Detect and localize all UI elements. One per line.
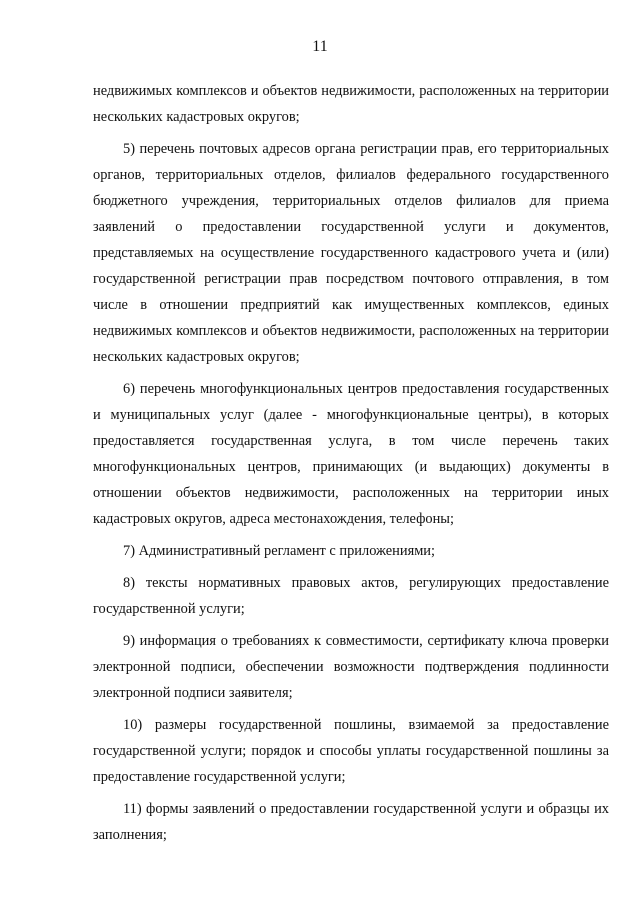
page-number: 11 (312, 38, 328, 55)
paragraph-item-5: 5) перечень почтовых адресов органа регистрации прав, его территориальных органов, территориальных отделов, филиалов федерального государственного бюджетного учреждения, территориальных отделов филиалов для приема заявлений о предоставлении государственной услуги и документов, представляемых на осуществление государственного кадастрового учета и (или) государственной регистрации прав посредством почтового отправления, в том числе в отношении предприятий как имущественных комплексов, единых недвижимых комплексов и объектов недвижимости, расположенных на территории нескольких кадастровых округов; (93, 141, 609, 365)
paragraph-continuation: недвижимых комплексов и объектов недвижимости, расположенных на территории нескольких кадастровых округов; (93, 83, 609, 125)
paragraph-item-6: 6) перечень многофункциональных центров предоставления государственных и муниципальных услуг (далее - многофункциональные центры), в которых предоставляется государственная услуга, в том числе перечень таких многофункциональных центров, принимающих (и выдающих) документы в отношении объектов недвижимости, расположенных на территории иных кадастровых округов, адреса местонахождения, телефоны; (93, 381, 609, 527)
paragraph-item-10: 10) размеры государственной пошлины, взимаемой за предоставление государственной услуги; порядок и способы уплаты государственной пошлины за предоставление государственной услуги; (93, 717, 609, 785)
paragraph-item-7: 7) Административный регламент с приложениями; (123, 543, 435, 559)
paragraph-item-9: 9) информация о требованиях к совместимости, сертификату ключа проверки электронной подписи, обеспечении возможности подтверждения подлинности электронной подписи заявителя; (93, 633, 609, 701)
document-body (93, 78, 609, 854)
paragraph-item-11: 11) формы заявлений о предоставлении государственной услуги и образцы их заполнения; (93, 801, 609, 843)
paragraph-item-8: 8) тексты нормативных правовых актов, регулирующих предоставление государственной услуги; (93, 575, 609, 617)
